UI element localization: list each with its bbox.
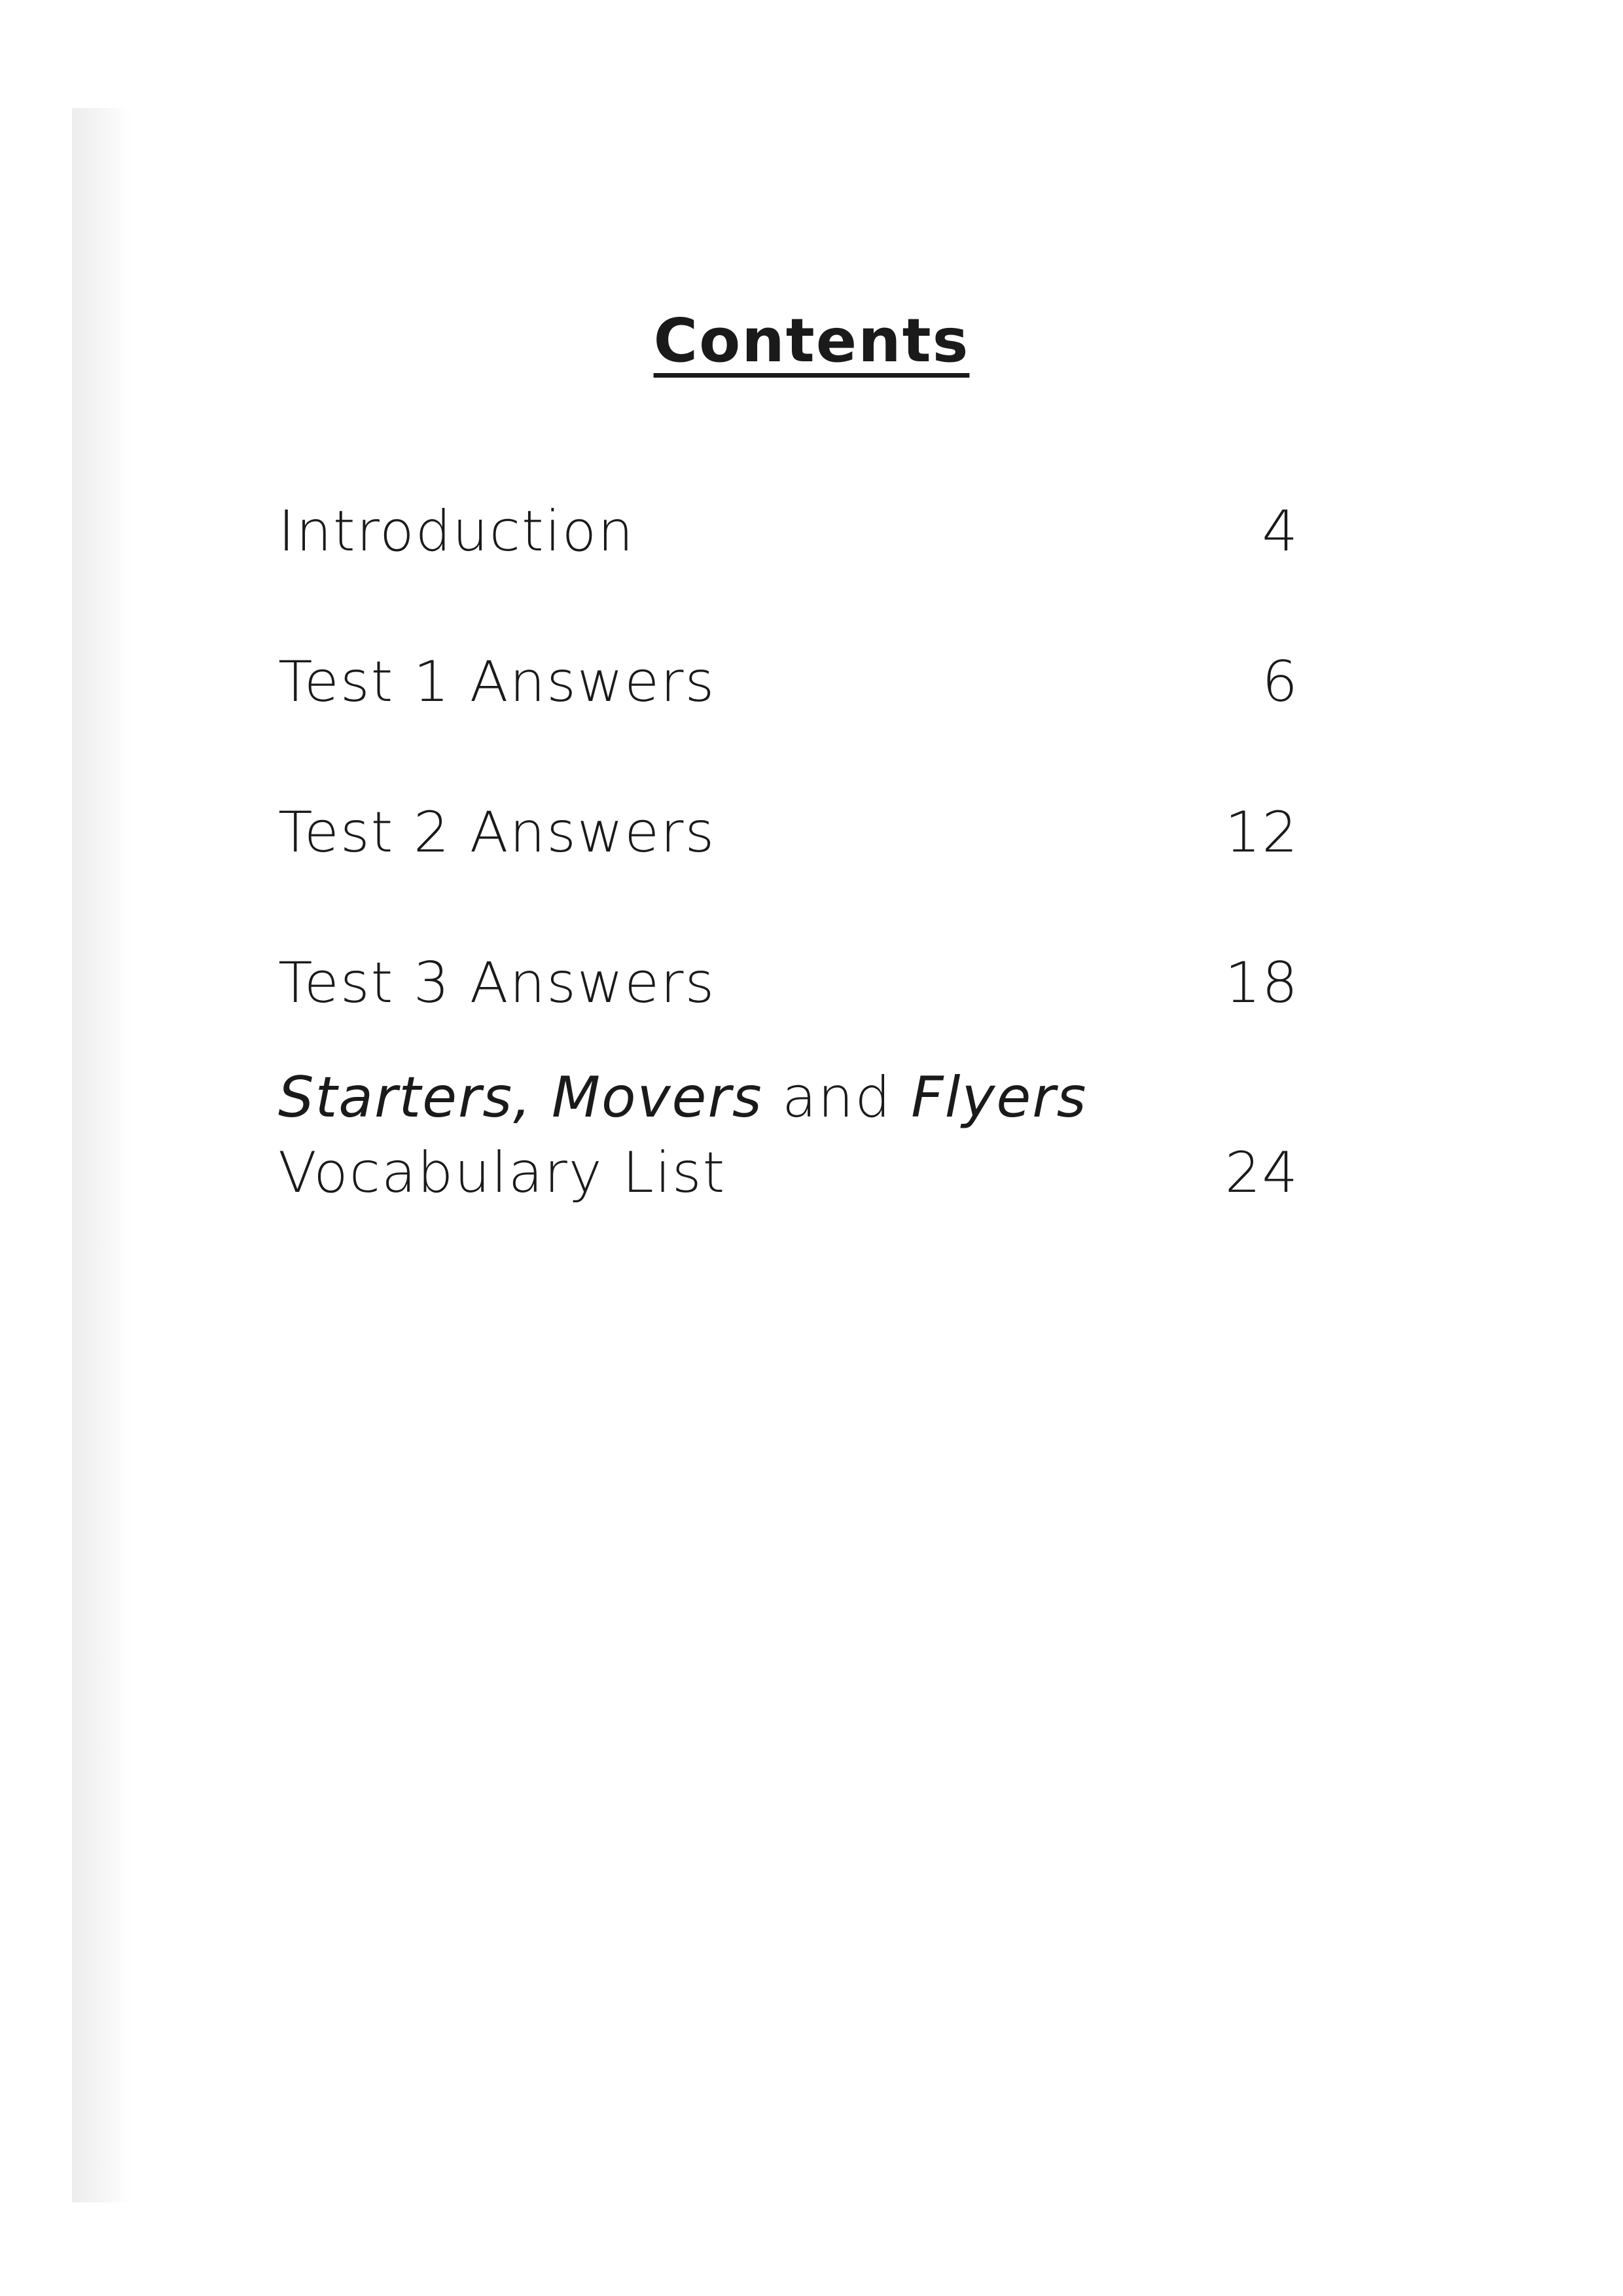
- table-of-contents: [278, 494, 1299, 1211]
- toc-entry-page-number: 24: [1224, 1140, 1299, 1206]
- toc-label-and: and: [781, 1065, 892, 1130]
- toc-entry-page-number: 12: [1224, 800, 1299, 865]
- toc-label-flyers: Flyers: [911, 1065, 1088, 1130]
- toc-label-vocabulary-list: Vocabulary List: [278, 1140, 726, 1206]
- toc-entry-label: [278, 1060, 1087, 1211]
- scan-edge-shadow: [72, 108, 131, 2202]
- toc-entry-label: Test 3 Answers: [278, 950, 716, 1016]
- toc-entry-label: Test 2 Answers: [278, 800, 716, 865]
- toc-entry-test-2-answers[interactable]: [278, 720, 1299, 870]
- toc-entry-page-number: 4: [1262, 499, 1299, 564]
- page-title: Contents: [653, 305, 970, 376]
- toc-entry-introduction[interactable]: [278, 494, 1299, 569]
- toc-entry-page-number: 6: [1262, 649, 1299, 715]
- toc-entry-test-3-answers[interactable]: [278, 870, 1299, 1021]
- toc-label-starters: Starters,: [278, 1065, 533, 1130]
- toc-entry-label: Test 1 Answers: [278, 649, 716, 715]
- toc-entry-page-number: 18: [1224, 950, 1299, 1016]
- toc-label-movers: Movers: [551, 1065, 763, 1130]
- toc-entry-label: Introduction: [278, 499, 635, 564]
- toc-entry-vocabulary-list[interactable]: [278, 1021, 1299, 1211]
- toc-entry-test-1-answers[interactable]: [278, 569, 1299, 720]
